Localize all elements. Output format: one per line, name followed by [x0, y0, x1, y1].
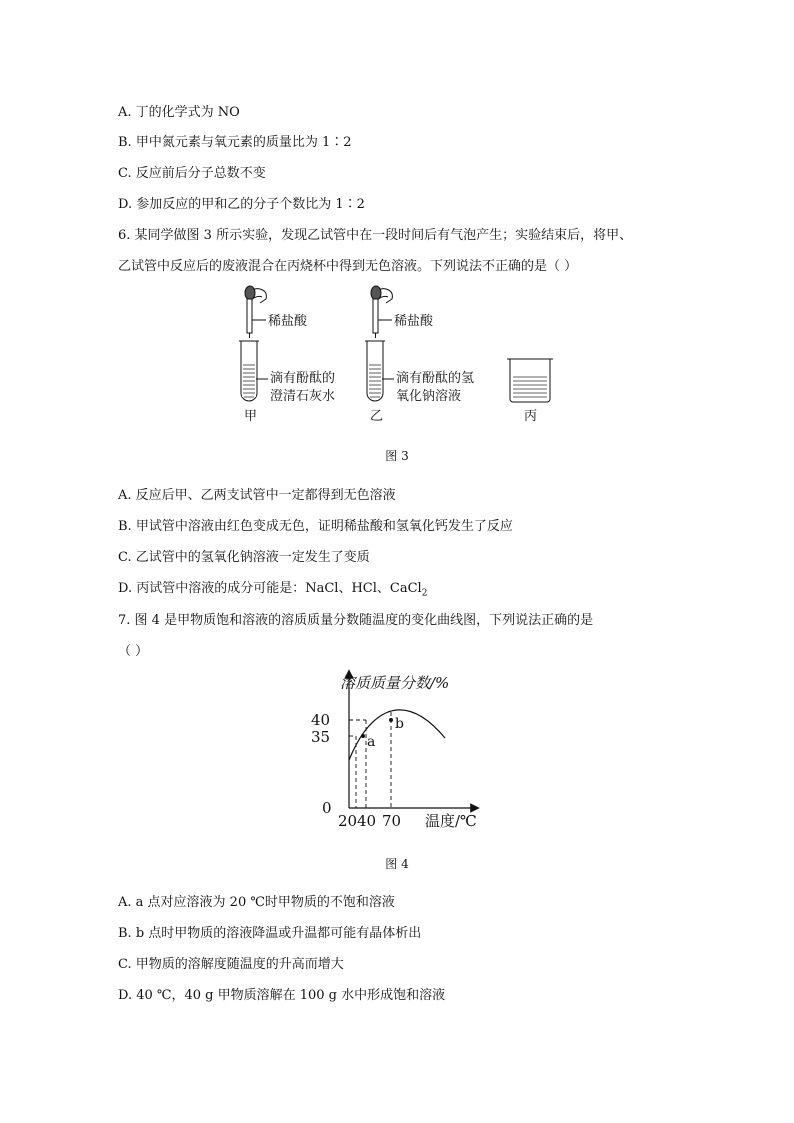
q5-option-b: B. 甲中氮元素与氧元素的质量比为 1∶2 — [118, 135, 352, 150]
q7-option-c: C. 甲物质的溶解度随温度的升高而增大 — [118, 957, 344, 972]
y-tick-40: 40 — [311, 711, 331, 729]
q6-stem-line2: 乙试管中反应后的废液混合在丙烧杯中得到无色溶液。下列说法不正确的是（ ） — [118, 259, 578, 274]
q5-option-a: A. 丁的化学式为 NO — [118, 105, 240, 120]
y-axis-label: 溶质质量分数/% — [340, 674, 450, 692]
tube-jia-liquid-line1: 滴有酚酞的 — [270, 371, 336, 386]
dropper-icon-jia — [245, 286, 266, 338]
label-bing: 丙 — [524, 409, 538, 424]
test-tube-jia — [239, 341, 268, 401]
q6-option-d-text: D. 丙试管中溶液的成分可能是：NaCl、HCl、CaCl — [118, 581, 422, 596]
q7-option-d: D. 40 ℃，40 g 甲物质溶解在 100 g 水中形成饱和溶液 — [118, 988, 446, 1003]
y-tick-35: 35 — [311, 728, 331, 746]
q7-option-b: B. b 点时甲物质的溶液降温或升温都可能有晶体析出 — [118, 926, 422, 941]
x-axis-label: 温度/℃ — [425, 812, 477, 830]
q6-option-d-subscript: 2 — [421, 588, 428, 599]
figure-3-caption: 图 3 — [385, 449, 409, 463]
q7-stem-line2: （ ） — [118, 644, 149, 659]
figure-4-chart — [300, 668, 500, 838]
tube-yi-liquid-line1: 滴有酚酞的氢 — [396, 371, 475, 386]
figure-3-apparatus — [230, 283, 560, 428]
x-tick-20: 20 — [338, 812, 358, 830]
origin-label: 0 — [322, 799, 332, 817]
q6-option-c: C. 乙试管中的氢氧化钠溶液一定发生了变质 — [118, 550, 370, 565]
label-jia: 甲 — [244, 409, 258, 424]
q7-stem-line1: 7. 图 4 是甲物质饱和溶液的溶质质量分数随温度的变化曲线图，下列说法正确的是 — [118, 613, 594, 628]
figure-4-caption: 图 4 — [385, 857, 409, 871]
q5-option-c: C. 反应前后分子总数不变 — [118, 166, 266, 181]
acid-label-jia: 稀盐酸 — [268, 314, 308, 329]
point-b — [389, 718, 393, 722]
point-a — [361, 734, 365, 738]
beaker-bing — [507, 359, 553, 402]
tube-yi-liquid-line2: 氧化钠溶液 — [396, 389, 462, 404]
label-yi: 乙 — [370, 409, 384, 424]
q7-option-a: A. a 点对应溶液为 20 ℃时甲物质的不饱和溶液 — [118, 895, 395, 910]
x-tick-70: 70 — [382, 812, 402, 830]
point-b-label: b — [395, 716, 404, 732]
dropper-icon-yi — [371, 286, 392, 338]
q6-option-a: A. 反应后甲、乙两支试管中一定都得到无色溶液 — [118, 488, 396, 503]
q6-option-d — [118, 580, 427, 603]
test-tube-yi — [365, 341, 394, 401]
q5-option-d: D. 参加反应的甲和乙的分子个数比为 1∶2 — [118, 197, 365, 212]
tube-jia-liquid-line2: 澄清石灰水 — [270, 389, 336, 404]
q6-stem-line1: 6. 某同学做图 3 所示实验，发现乙试管中在一段时间后有气泡产生；实验结束后，将甲、 — [118, 228, 633, 243]
q6-option-b: B. 甲试管中溶液由红色变成无色，证明稀盐酸和氢氧化钙发生了反应 — [118, 519, 513, 534]
x-tick-40: 40 — [357, 812, 377, 830]
point-a-label: a — [367, 734, 376, 750]
acid-label-yi: 稀盐酸 — [394, 314, 434, 329]
